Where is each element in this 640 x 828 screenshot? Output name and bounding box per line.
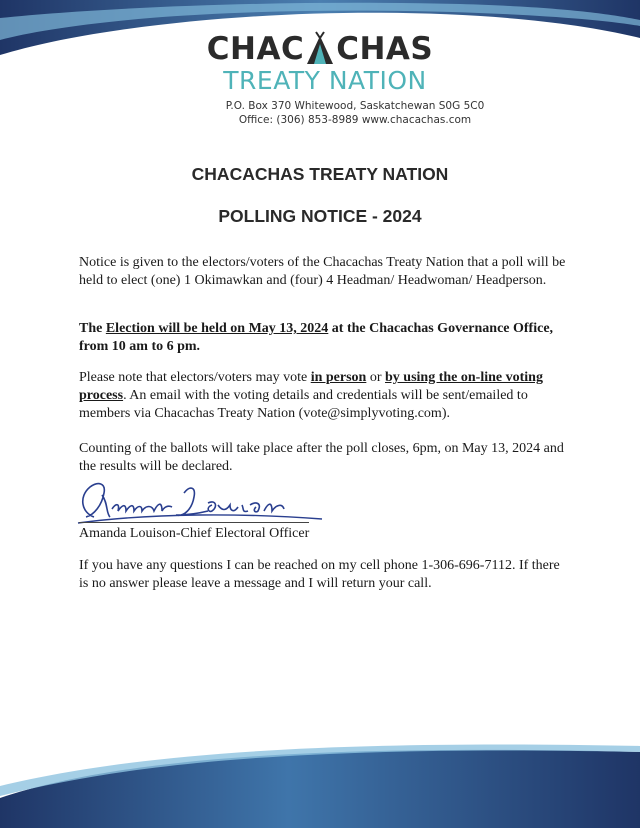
contact-line: Office: (306) 853-8989 www.chacachas.com [238,114,472,126]
notice-paragraph: Notice is given to the electors/voters of the Chacachas Treaty Nation that a poll will be held to elect (one) 1 Okimawkan and (four) 4 Headman/ Headwoman/ Headperson. [79,255,566,288]
address-block [0,99,640,127]
contact-paragraph: If you have any questions I can be reached on my cell phone 1-306-696-7112. If there is no answer please leave a message and I will return your call. [79,558,560,591]
voting-text-3: . An email with the voting details and credentials will be sent/emailed to members via Chacachas Treaty Nation (vote@simplyvoting.com). [79,388,528,421]
ballot-counting-paragraph: Counting of the ballots will take place after the poll closes, 6pm, on May 13, 2024 and the results will be declared. [79,441,564,474]
document-heading: CHACACHAS TREATY NATION [191,164,449,184]
election-date-paragraph [79,320,569,356]
address-line: P.O. Box 370 Whitewood, Saskatchewan S0G 5C0 [225,100,485,112]
tipi-icon [305,30,335,66]
signer-caption: Amanda Louison-Chief Electoral Officer [79,526,310,541]
logo [0,30,640,96]
handwritten-signature [72,473,332,527]
logo-text-part2: CHAS [336,31,434,67]
bottom-swoosh-decoration [0,738,640,828]
election-date-underlined: Election will be held on May 13, 2024 [105,321,329,336]
voting-methods-paragraph [79,369,569,423]
voting-text-1: Please note that electors/voters may vote [79,370,311,385]
logo-wordmark [207,30,433,66]
online-voting-emphasis: by using the on-line voting process [79,370,543,403]
election-suffix: at the Chacachas Governance Office, from 10 am to 6 pm. [79,321,554,354]
in-person-emphasis: in person [310,370,367,385]
signature-line [79,522,309,523]
logo-text-part1: CHAC [206,31,305,67]
election-prefix: The [79,321,106,336]
voting-text-2: or [366,370,386,385]
document-subheading: POLLING NOTICE - 2024 [218,206,422,226]
logo-subtitle: TREATY NATION [223,66,427,95]
